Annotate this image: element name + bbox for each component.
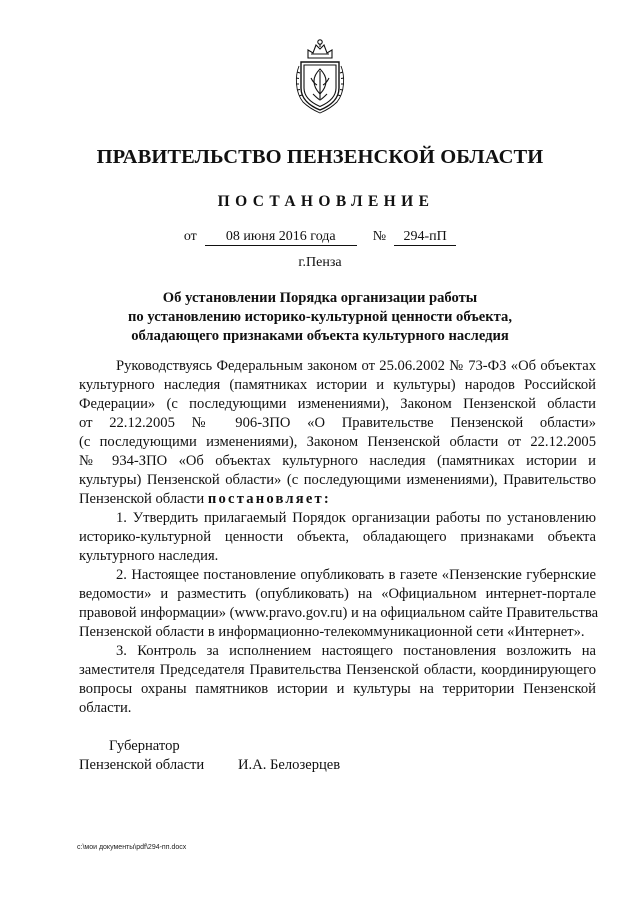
resolves-word: постановляет: [207, 491, 331, 507]
body-line: ведомости» и разместить (опубликовать) на «Официальном интернет-портале [79, 586, 596, 602]
item-3-paragraph [79, 642, 596, 718]
signatory-position-line2: Пензенской области [79, 757, 205, 773]
signatory-name: И.А. Белозерцев [238, 757, 341, 773]
body-line: 3. Контроль за исполнением настоящего постановления возложить на [116, 643, 596, 659]
body-line: 2. Настоящее постановление опубликовать в газете «Пензенские губернские [116, 567, 596, 583]
body-line: историко-культурной ценности объекта, обладающего признаками объекта [79, 529, 596, 545]
body-line: культуры) Пензенской области» (с последующими изменениями), Правительство [79, 472, 596, 488]
city: г.Пенза [298, 255, 342, 270]
body-line: от 22.12.2005 № 906-ЗПО «О Правительстве Пензенской области» [79, 415, 596, 431]
document-body [79, 357, 599, 718]
body-line: культурного наследия. [79, 548, 219, 564]
date-number-line [0, 229, 640, 246]
number-prefix: № [372, 229, 387, 244]
subject-line: обладающего признаками объекта культурного наследия [131, 328, 509, 344]
body-line: Руководствуясь Федеральным законом от 25.06.2002 № 73-ФЗ «Об объектах [116, 358, 596, 374]
body-line: области. [79, 700, 132, 716]
preamble-tail: Пензенской области [79, 491, 205, 507]
item-2-paragraph [79, 566, 599, 642]
body-line: (с последующими изменениями), Законом Пензенской области от 22.12.2005 [79, 434, 596, 450]
body-line: Пензенской области в информационно-телекоммуникационной сети «Интернет». [79, 624, 585, 640]
signatory-position-line1: Губернатор [109, 738, 180, 754]
body-line-resolves [79, 490, 596, 509]
body-line: культурного наследия (памятниках истории и культуры) народов Российской [79, 377, 596, 393]
subject-line: по установлению историко-культурной ценности объекта, [128, 309, 512, 325]
body-line: заместителя Председателя Правительства Пензенской области, координирующего [79, 662, 596, 678]
item-1-paragraph [79, 509, 596, 566]
body-line: вопросы охраны памятников истории и культуры на территории Пензенской [79, 681, 596, 697]
document-type: ПОСТАНОВЛЕНИЕ [217, 193, 435, 210]
penza-coat-of-arms-icon [289, 36, 351, 116]
subject-line: Об установлении Порядка организации работы [162, 290, 478, 306]
document-number: 294-пП [394, 229, 456, 246]
body-line: правовой информации» (www.pravo.gov.ru) и на официальном сайте Правительства [79, 605, 599, 621]
preamble-paragraph [79, 357, 596, 509]
date-prefix: от [183, 229, 197, 244]
document-subject [0, 289, 640, 346]
body-line: 1. Утвердить прилагаемый Порядок организации работы по установлению [116, 510, 596, 526]
body-line: Федерации» (с последующими изменениями), Законом Пензенской области [79, 396, 596, 412]
body-line: № 934-ЗПО «Об объектах культурного наследия (памятниках истории и [79, 453, 596, 469]
file-path-footer: c:\мои документы\pdf\294-пп.docx [77, 844, 187, 851]
document-date: 08 июня 2016 года [205, 229, 357, 246]
government-title: ПРАВИТЕЛЬСТВО ПЕНЗЕНСКОЙ ОБЛАСТИ [96, 146, 544, 168]
